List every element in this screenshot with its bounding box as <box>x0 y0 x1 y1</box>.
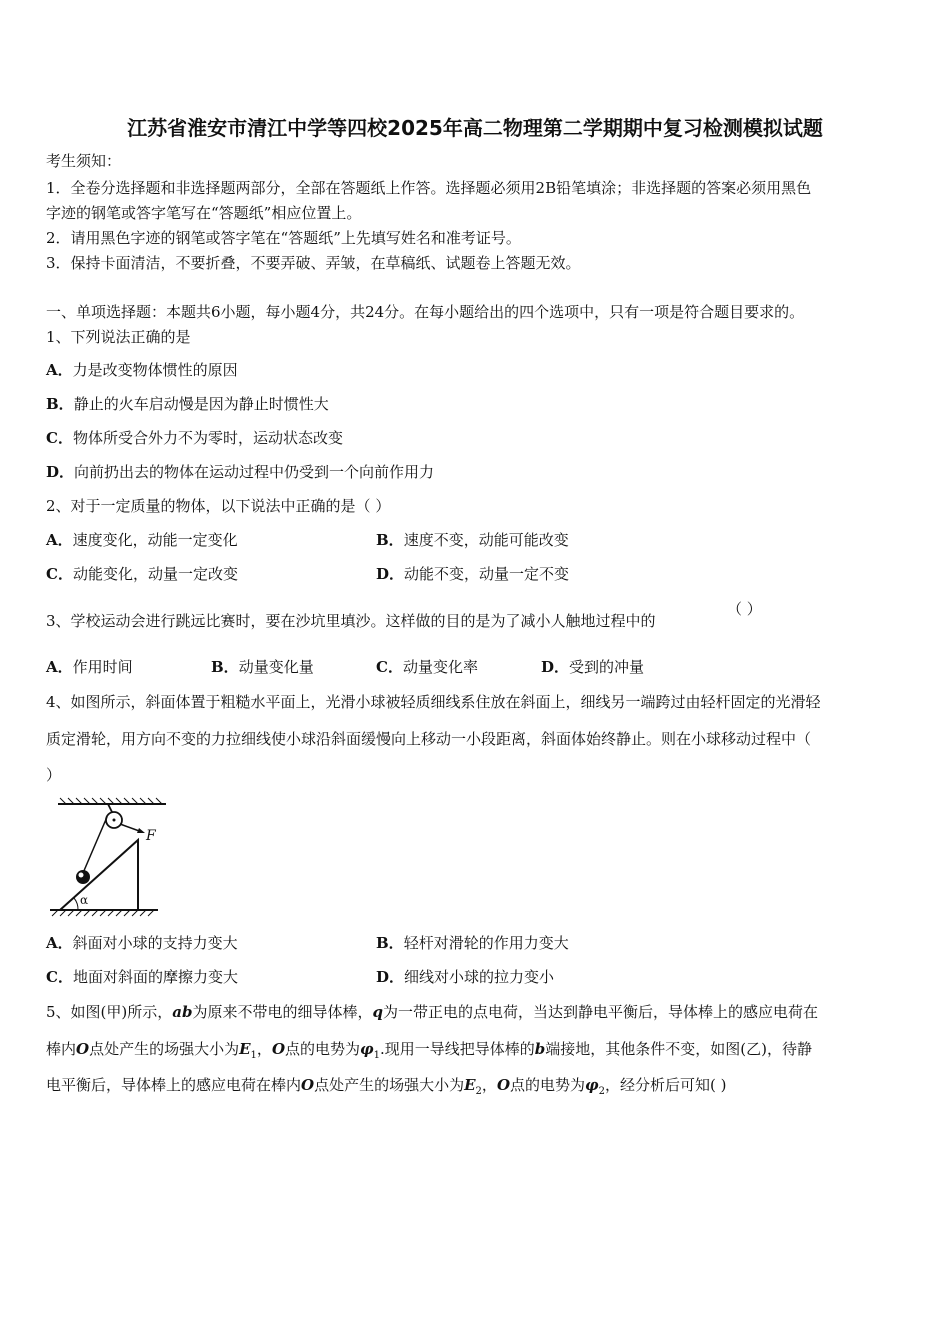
q5-sub: 2 <box>598 1086 605 1097</box>
q1-stem: 1、下列说法正确的是 <box>46 328 191 346</box>
option-label: C． <box>46 968 73 986</box>
q5-text: ， <box>481 1076 497 1094</box>
q5-text: 点处产生的场强大小为 <box>314 1076 465 1094</box>
option-text: 速度变化，动能一定变化 <box>72 531 238 549</box>
q5-var-phi: φ <box>585 1076 599 1094</box>
q5-var-o: O <box>271 1040 286 1058</box>
q5-text: 点处产生的场强大小为 <box>89 1040 240 1058</box>
q5-text: 棒内 <box>46 1040 77 1058</box>
option-text: 物体所受合外力不为零时，运动状态改变 <box>72 429 343 447</box>
option-text: 速度不变，动能可能改变 <box>403 531 569 549</box>
page-title: 江苏省淮安市清江中学等四校2025年高二物理第二学期期中复习检测模拟试题 <box>127 116 823 140</box>
pulley-axle <box>113 819 116 822</box>
q5-text: ，经分析后可知( ) <box>604 1076 727 1094</box>
q3-option-a <box>46 656 133 677</box>
q5-var-e: E <box>239 1040 251 1058</box>
q5-var-o: O <box>496 1076 511 1094</box>
notice-item-2: 2．请用黑色字迹的钢笔或答字笔在“答题纸”上先填写姓名和准考证号。 <box>46 229 521 247</box>
q2-option-b <box>376 529 569 550</box>
force-label: F <box>146 828 156 844</box>
option-label: A． <box>46 934 73 952</box>
q2-option-a <box>46 529 238 550</box>
option-label: A． <box>46 531 73 549</box>
option-label: B． <box>376 531 404 549</box>
incline-block <box>60 840 138 910</box>
q5-text: 点的电势为 <box>510 1076 586 1094</box>
q2-stem: 2、对于一定质量的物体，以下说法中正确的是（ ） <box>46 497 391 515</box>
q5-text: 电平衡后，导体棒上的感应电荷在棒内 <box>46 1076 302 1094</box>
option-label: A． <box>46 361 73 379</box>
q2-option-d <box>376 563 569 584</box>
q5-text: 端接地，其他条件不变，如图(乙)，待静 <box>545 1040 812 1058</box>
q5-text: 为原来不带电的细导体棒， <box>192 1003 373 1021</box>
ball-highlight <box>79 873 84 878</box>
force-arrow-icon <box>137 828 145 833</box>
q2-option-c <box>46 563 238 584</box>
q3-option-b <box>211 656 314 677</box>
option-text: 作用时间 <box>72 658 133 676</box>
option-label: D． <box>541 658 570 676</box>
option-text: 动量变化量 <box>238 658 314 676</box>
option-label: D． <box>46 463 75 481</box>
option-label: C． <box>376 658 403 676</box>
angle-arc <box>74 898 78 910</box>
option-text: 细线对小球的拉力变小 <box>404 968 555 986</box>
option-text: 地面对斜面的摩擦力变大 <box>72 968 238 986</box>
option-label: B． <box>376 934 404 952</box>
notice-item-1b: 字迹的钢笔或答字笔写在“答题纸”相应位置上。 <box>46 204 362 222</box>
q5-stem-line3 <box>46 1074 726 1097</box>
notice-item-3: 3．保持卡面清洁，不要折叠，不要弄破、弄皱，在草稿纸、试题卷上答题无效。 <box>46 254 581 272</box>
q5-sub: 1 <box>373 1050 380 1061</box>
q5-text: .现用一导线把导体棒的 <box>379 1040 535 1058</box>
option-label: C． <box>46 565 73 583</box>
option-label: B． <box>211 658 239 676</box>
q5-var-ab: ab <box>172 1003 193 1021</box>
option-label: D． <box>376 968 405 986</box>
angle-label: α <box>80 893 89 907</box>
option-text: 轻杆对滑轮的作用力变大 <box>403 934 569 952</box>
q1-option-b <box>46 393 329 414</box>
q5-stem-line1 <box>46 1001 818 1022</box>
q4-option-c <box>46 966 238 987</box>
option-text: 静止的火车启动慢是因为静止时惯性大 <box>73 395 329 413</box>
q5-var-o: O <box>301 1076 315 1094</box>
option-text: 向前扔出去的物体在运动过程中仍受到一个向前作用力 <box>74 463 435 481</box>
q5-text: 为一带正电的点电荷，当达到静电平衡后，导体棒上的感应电荷在 <box>382 1003 818 1021</box>
option-label: D． <box>376 565 405 583</box>
q5-text: 点的电势为 <box>285 1040 361 1058</box>
notice-item-1a: 1．全卷分选择题和非选择题两部分，全部在答题纸上作答。选择题必须用2B铅笔填涂；非选择题的答案必须用黑色 <box>46 179 812 197</box>
option-text: 动能变化，动量一定改变 <box>72 565 238 583</box>
q4-stem-line1: 4、如图所示，斜面体置于粗糙水平面上，光滑小球被轻质细线系住放在斜面上，细线另一端跨过由轻杆固定的光滑轻 <box>46 693 821 711</box>
q1-option-d <box>46 461 434 482</box>
q5-text: 5、如图(甲)所示， <box>46 1003 173 1021</box>
q4-option-d <box>376 966 554 987</box>
q4-option-b <box>376 932 569 953</box>
q5-var-q: q <box>372 1003 383 1021</box>
ball-icon <box>76 870 90 884</box>
q3-stem: 3、学校运动会进行跳远比赛时，要在沙坑里填沙。这样做的目的是为了减小人触地过程中的 <box>46 612 656 630</box>
q4-stem-line3: ） <box>46 766 62 784</box>
q4-stem-line2: 质定滑轮，用方向不变的力拉细线使小球沿斜面缓慢向上移动一小段距离，斜面体始终静止。则在小球移动过程中（ <box>46 730 812 748</box>
q5-var-b: b <box>534 1040 546 1058</box>
q3-option-c <box>376 656 478 677</box>
option-text: 动能不变，动量一定不变 <box>404 565 570 583</box>
q5-var-phi: φ <box>360 1040 374 1058</box>
q4-option-a <box>46 932 238 953</box>
q1-option-a <box>46 359 238 380</box>
q1-option-c <box>46 427 343 448</box>
q5-text: ， <box>256 1040 272 1058</box>
option-text: 力是改变物体惯性的原因 <box>72 361 238 379</box>
option-text: 动量变化率 <box>402 658 478 676</box>
q5-var-o: O <box>76 1040 90 1058</box>
incline-pulley-figure <box>46 792 166 926</box>
q5-sub: 2 <box>475 1086 482 1097</box>
notice-heading: 考生须知： <box>46 152 122 170</box>
option-label: C． <box>46 429 73 447</box>
q5-sub: 1 <box>250 1050 257 1061</box>
option-label: A． <box>46 658 73 676</box>
q5-stem-line2 <box>46 1038 812 1061</box>
incline-pulley-diagram <box>46 792 166 922</box>
option-text: 斜面对小球的支持力变大 <box>72 934 238 952</box>
q3-option-d <box>541 656 644 677</box>
rope-to-ball <box>83 817 107 873</box>
q3-paren: （ ） <box>727 600 762 618</box>
option-label: B． <box>46 395 74 413</box>
q5-var-e: E <box>464 1076 476 1094</box>
option-text: 受到的冲量 <box>569 658 645 676</box>
section-heading: 一、单项选择题：本题共6小题，每小题4分，共24分。在每小题给出的四个选项中，只有一项是符合题目要求的。 <box>46 303 805 321</box>
